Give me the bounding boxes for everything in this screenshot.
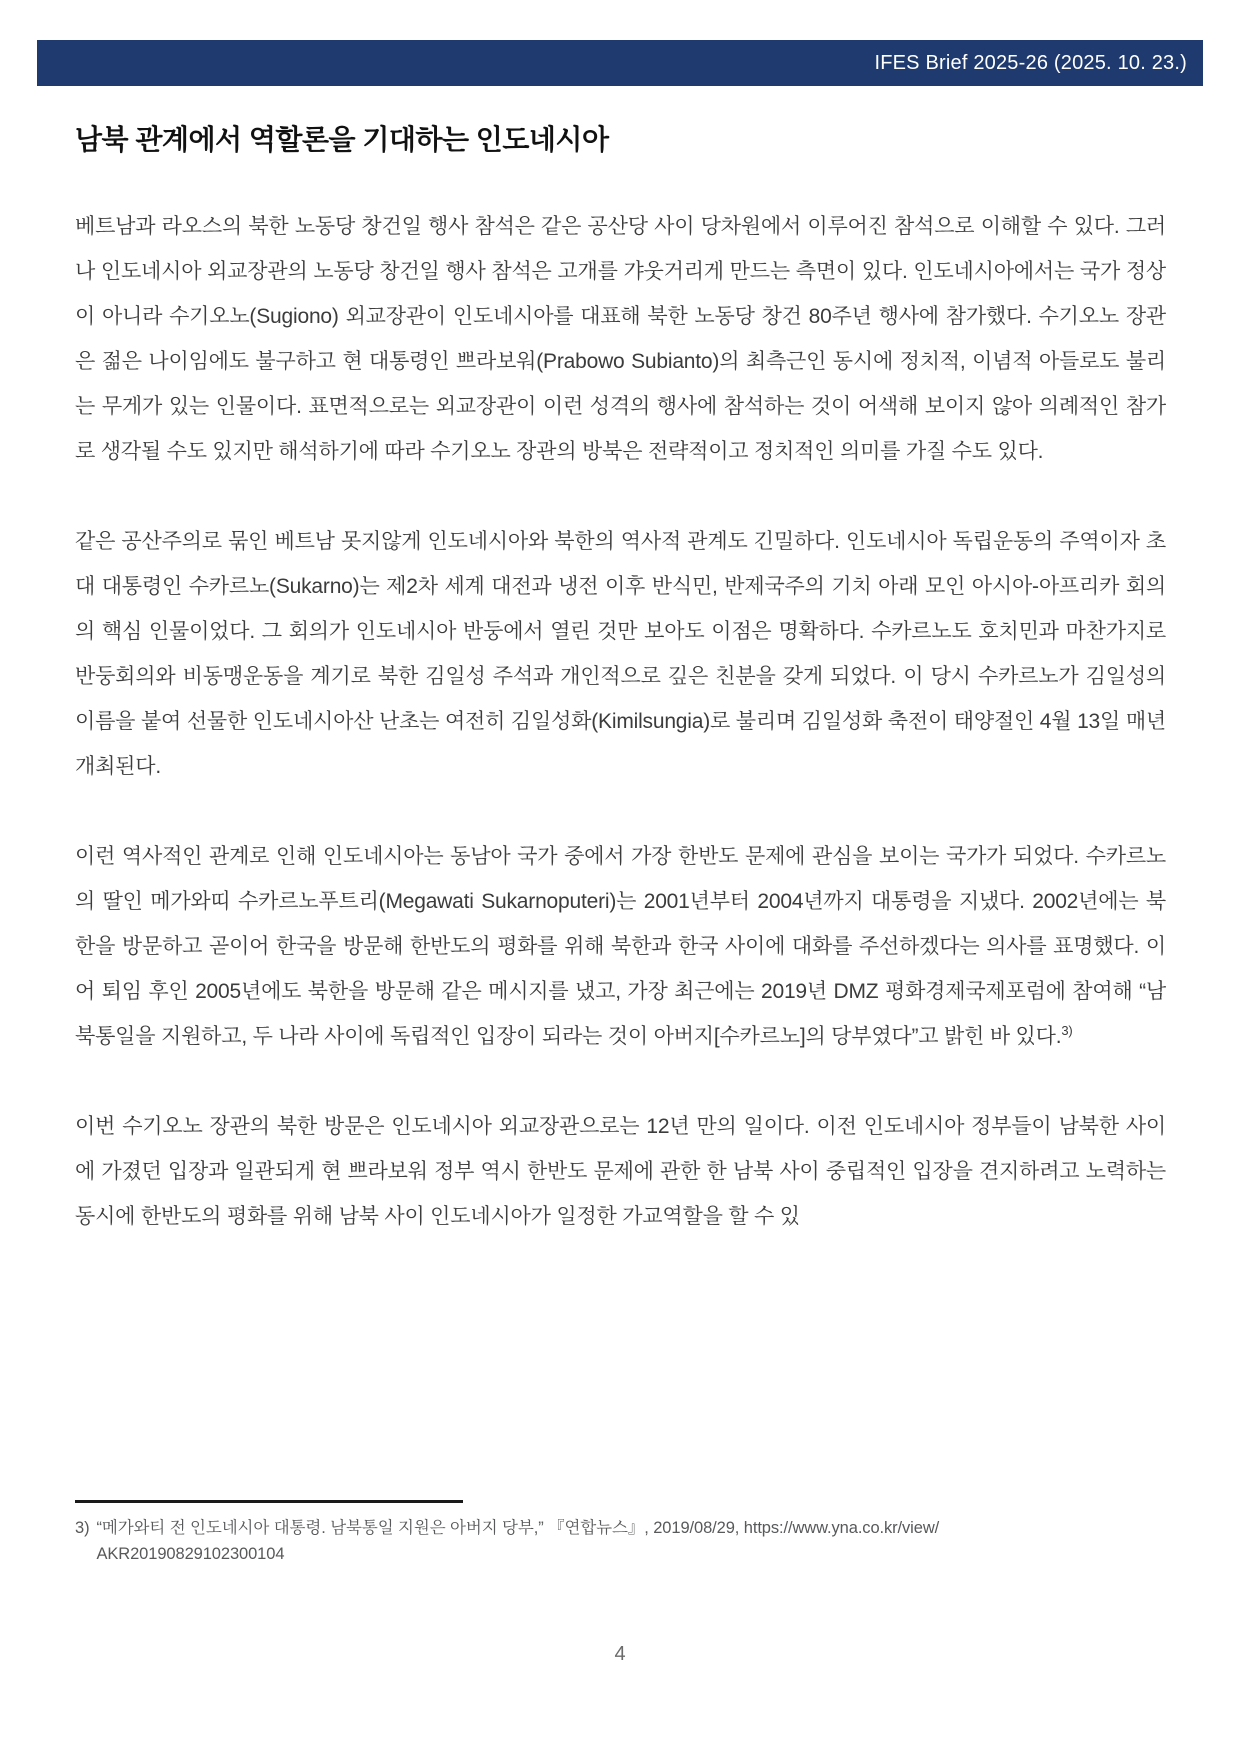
footnote-block — [75, 1500, 1166, 1567]
body-paragraph-2 — [75, 519, 1166, 789]
page-number: 4 — [614, 1643, 626, 1665]
footnote-text — [96, 1516, 1166, 1567]
footnote-citation-line2: AKR20190829102300104 — [96, 1544, 285, 1563]
footnote-3 — [75, 1516, 1166, 1567]
footnote-divider — [75, 1500, 463, 1503]
section-title: 남북 관계에서 역할론을 기대하는 인도네시아 — [75, 124, 609, 155]
paragraph-text: 이번 수기오노 장관의 북한 방문은 인도네시아 외교장관으로는 12년 만의 일이다. 이전 인도네시아 정부들이 남북한 사이에 가졌던 입장과 일관되게 현 쁘라보워 정부 역시 한반도 문제에 관한 한 남북 사이 중립적인 입장을 견지하려고 노력하는 동시에 한반도의 평화를 위해 남북 사이 인도네시아가 일정한 가교역할을 할 수 있 — [75, 1115, 1166, 1228]
footnote-reference-3: 3) — [1061, 1023, 1073, 1038]
header-bar — [37, 40, 1203, 86]
paragraph-text: 같은 공산주의로 묶인 베트남 못지않게 인도네시아와 북한의 역사적 관계도 긴밀하다. 인도네시아 독립운동의 주역이자 초대 대통령인 수카르노(Sukarno)는 제2차 세계 대전과 냉전 이후 반식민, 반제국주의 기치 아래 모인 아시아-아프리카 회의의 핵심 인물이었다. 그 회의가 인도네시아 반둥에서 열린 것만 보아도 이점은 명확하다. 수카르노도 호치민과 마찬가지로 반둥회의와 비동맹운동을 계기로 북한 김일성 주석과 개인적으로 깊은 친분을 갖게 되었다. 이 당시 수카르노가 김일성의 이름을 붙여 선물한 인도네시아산 난초는 여전히 김일성화(Kimilsungia)로 불리며 김일성화 축전이 태양절인 4월 13일 매년 개최된다. — [75, 530, 1166, 778]
footnote-citation-line1: “메가와티 전 인도네시아 대통령. 남북통일 지원은 아버지 당부,” 『연합뉴스』, 2019/08/29, https://www.yna.co.kr/view/ — [96, 1519, 940, 1537]
article-content — [75, 118, 1166, 1284]
paragraph-text: 이런 역사적인 관계로 인해 인도네시아는 동남아 국가 중에서 가장 한반도 문제에 관심을 보이는 국가가 되었다. 수카르노의 딸인 메가와띠 수카르노푸트리(Megawati Sukarnoputeri)는 2001년부터 2004년까지 대통령을 지냈다. 2002년에는 북한을 방문하고 곧이어 한국을 방문해 한반도의 평화를 위해 북한과 한국 사이에 대화를 주선하겠다는 의사를 표명했다. 이어 퇴임 후인 2005년에도 북한을 방문해 같은 메시지를 냈고, 가장 최근에는 2019년 DMZ 평화경제국제포럼에 참여해 “남북통일을 지원하고, 두 나라 사이에 독립적인 입장이 되라는 것이 아버지[수카르노]의 당부였다”고 밝힌 바 있다. — [75, 845, 1166, 1048]
footnote-number: 3) — [75, 1519, 90, 1537]
paragraph-text: 베트남과 라오스의 북한 노동당 창건일 행사 참석은 같은 공산당 사이 당차원에서 이루어진 참석으로 이해할 수 있다. 그러나 인도네시아 외교장관의 노동당 창건일 행사 참석은 고개를 갸웃거리게 만드는 측면이 있다. 인도네시아에서는 국가 정상이 아니라 수기오노(Sugiono) 외교장관이 인도네시아를 대표해 북한 노동당 창건 80주년 행사에 참가했다. 수기오노 장관은 젊은 나이임에도 불구하고 현 대통령인 쁘라보워(Prabowo Subianto)의 최측근인 동시에 정치적, 이념적 아들로도 불리는 무게가 있는 인물이다. 표면적으로는 외교장관이 이런 성격의 행사에 참석하는 것이 어색해 보이지 않아 의례적인 참가로 생각될 수도 있지만 해석하기에 따라 수기오노 장관의 방북은 전략적이고 정치적인 의미를 가질 수도 있다. — [75, 215, 1166, 463]
body-paragraph-4 — [75, 1104, 1166, 1239]
body-paragraph-1 — [75, 204, 1166, 474]
brief-issue-label: IFES Brief 2025-26 (2025. 10. 23.) — [874, 51, 1187, 74]
body-paragraph-3 — [75, 834, 1166, 1059]
